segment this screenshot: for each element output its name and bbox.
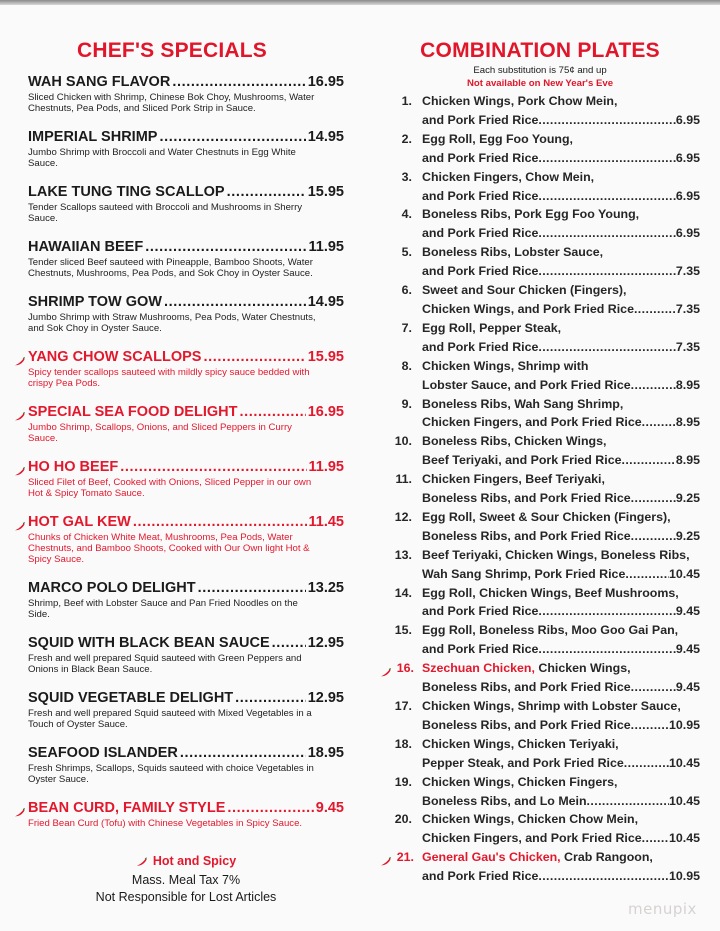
leader-dots: [120, 459, 306, 476]
combo-price: 9.25: [675, 528, 700, 543]
special-item: [28, 129, 344, 169]
leader-dots: [538, 111, 676, 130]
combo-price: 9.25: [675, 491, 700, 506]
leader-dots: [145, 239, 306, 256]
combo-price: 6.95: [675, 226, 700, 241]
combo-item: [380, 395, 700, 433]
combo-text-2: Boneless Ribs, and Pork Fried Rice: [422, 717, 631, 732]
special-item: [28, 690, 344, 730]
special-header: [28, 745, 344, 762]
combo-text-2: and Pork Fried Rice: [422, 642, 539, 657]
special-description: Jumbo Shrimp with Broccoli and Water Chestnuts in Egg White Sauce.: [28, 147, 296, 169]
special-header: [28, 459, 344, 476]
combo-item: [380, 508, 700, 546]
combo-text-2: and Pork Fried Rice: [422, 339, 539, 354]
combo-price: 9.45: [675, 604, 700, 619]
special-price: 16.95: [307, 404, 344, 420]
special-item: [28, 349, 344, 389]
combo-line-1: [380, 319, 700, 338]
combo-text-1: Chicken Wings, Chicken Teriyaki,: [422, 736, 619, 751]
special-item: [28, 184, 344, 224]
combo-item: [380, 243, 700, 281]
combo-line-2: [380, 111, 700, 130]
combo-line-2: [380, 187, 700, 206]
combo-number: 20.: [394, 812, 412, 827]
combo-price: 6.95: [675, 112, 700, 127]
leader-dots: [631, 678, 676, 697]
combo-line-1: [380, 205, 700, 224]
combo-item: [380, 432, 700, 470]
holiday-note: Not available on New Year's Eve: [466, 78, 614, 89]
combo-item: [380, 659, 700, 697]
combo-text-2: Chicken Fingers, and Pork Fried Rice: [422, 831, 642, 846]
special-item: [28, 294, 344, 334]
combo-line-2: [380, 829, 700, 848]
leader-dots: [642, 829, 669, 848]
combo-text-2: Wah Sang Shrimp, Pork Fried Rice: [422, 566, 626, 581]
special-name: BEAN CURD, FAMILY STYLE: [28, 800, 226, 816]
special-price: 13.25: [307, 580, 344, 596]
combo-number: 2.: [401, 131, 412, 146]
combo-price: 6.95: [675, 188, 700, 203]
special-price: 11.95: [308, 239, 344, 255]
combo-price: 10.45: [668, 566, 700, 581]
special-price: 11.45: [308, 514, 344, 530]
combo-text-1: Chicken Fingers, Chow Mein,: [422, 169, 595, 184]
combo-item: [380, 584, 700, 622]
combo-text-1: Boneless Ribs, Wah Sang Shrimp,: [422, 396, 624, 411]
special-price: 9.45: [315, 800, 344, 816]
special-description: Sliced Chicken with Shrimp, Chinese Bok Choy, Mushrooms, Water Chestnuts, Pea Pods, and Sliced Pork Strip in Sauce.: [28, 92, 315, 114]
combo-number: 10.: [394, 434, 412, 449]
combo-price: 10.45: [668, 793, 700, 808]
combo-line-2: [380, 754, 700, 773]
combo-text-1: Chicken Fingers, Beef Teriyaki,: [422, 472, 605, 487]
combo-line-2: [380, 867, 700, 886]
chili-pepper-icon: [14, 353, 25, 363]
combo-line-2: [380, 224, 700, 243]
special-header: [28, 635, 344, 652]
combo-price: 8.95: [675, 415, 700, 430]
combo-number: 11.: [395, 472, 412, 487]
combo-item: [380, 205, 700, 243]
special-description: Jumbo Shrimp with Straw Mushrooms, Pea Pods, Water Chestnuts, and Sok Choy in Oyster Sauce.: [28, 312, 316, 334]
leader-dots: [624, 754, 669, 773]
combo-text-2: and Pork Fried Rice: [422, 869, 539, 884]
special-name: YANG CHOW SCALLOPS: [28, 349, 202, 365]
combo-line-2: [380, 376, 700, 395]
leader-dots: [164, 294, 306, 311]
special-description: Shrimp, Beef with Lobster Sauce and Pan Fried Noodles on the Side.: [28, 598, 298, 620]
combo-text-1: Boneless Ribs, Chicken Wings,: [422, 434, 607, 449]
special-item: [28, 800, 344, 829]
special-description: Tender sliced Beef sauteed with Pineapple, Bamboo Shoots, Water Chestnuts, Mushrooms, Pea Pods, and Sok Choy in Oyster Sauce.: [28, 257, 313, 279]
combo-number: 6.: [401, 283, 412, 298]
combo-item: [380, 130, 700, 168]
special-item: [28, 514, 344, 565]
leader-dots: [538, 602, 676, 621]
combo-item: [380, 281, 700, 319]
special-header: [28, 74, 344, 91]
special-header: [28, 184, 344, 201]
top-edge-line: [0, 0, 720, 5]
special-name: SQUID WITH BLACK BEAN SAUCE: [28, 635, 270, 651]
combo-item: [380, 735, 700, 773]
special-name: SEAFOOD ISLANDER: [28, 745, 178, 761]
combo-line-1: [380, 735, 700, 754]
combo-number: 8.: [401, 358, 412, 373]
combo-line-1: [380, 697, 700, 716]
combo-text-2: Boneless Ribs, and Pork Fried Rice: [422, 680, 631, 695]
combo-number: 4.: [401, 207, 412, 222]
combo-line-1: [380, 546, 700, 565]
combo-text-1: Beef Teriyaki, Chicken Wings, Boneless Ribs,: [422, 547, 690, 562]
combo-line-1: [380, 848, 700, 867]
combo-text-1: Chicken Wings, Pork Chow Mein,: [422, 94, 618, 108]
special-description: Sliced Filet of Beef, Cooked with Onions, Sliced Pepper in our own Hot & Spicy Tomato Sauce.: [28, 477, 312, 499]
combo-text-1: Chicken Wings, Shrimp with: [422, 358, 589, 373]
combo-line-1: [380, 659, 700, 678]
combo-price: 8.95: [675, 453, 700, 468]
combo-item: [380, 697, 700, 735]
combo-line-2: [380, 792, 700, 811]
special-price: 14.95: [307, 294, 344, 310]
chili-pepper-icon: [14, 408, 25, 418]
leader-dots: [133, 514, 307, 531]
menu-legend: [28, 853, 344, 906]
leader-dots: [538, 867, 669, 886]
special-name: HO HO BEEF: [28, 459, 119, 475]
combo-text-1: Chicken Wings,: [534, 661, 631, 676]
special-description: Jumbo Shrimp, Scallops, Onions, and Sliced Peppers in Curry Sauce.: [28, 422, 292, 444]
special-description: Chunks of Chicken White Meat, Mushrooms, Pea Pods, Water Chestnuts, and Bamboo Shoots, Cooked with Our Own light Hot & Spicy Sauce.: [28, 532, 310, 565]
combo-text-2: and Pork Fried Rice: [422, 188, 539, 203]
combo-spicy-dish: General Gau's Chicken,: [422, 850, 561, 865]
combo-price: 10.45: [668, 755, 700, 770]
combo-text-1: Egg Roll, Egg Foo Young,: [422, 131, 573, 146]
combo-line-1: [380, 243, 700, 262]
combo-text-1: Egg Roll, Chicken Wings, Beef Mushrooms,: [422, 585, 679, 600]
combination-plates-section: [380, 38, 700, 886]
leader-dots: [239, 404, 305, 421]
chili-pepper-icon: [14, 463, 25, 473]
combo-text-2: Chicken Wings, and Pork Fried Rice: [422, 301, 634, 316]
combo-line-2: [380, 338, 700, 357]
leader-dots: [538, 187, 676, 206]
combo-line-2: [380, 716, 700, 735]
leader-dots: [180, 745, 306, 762]
combo-text-2: and Pork Fried Rice: [422, 226, 539, 241]
tax-note: Mass. Meal Tax 7%: [131, 872, 241, 887]
leader-dots: [538, 224, 676, 243]
special-name: SHRIMP TOW GOW: [28, 294, 162, 310]
combo-line-1: [380, 432, 700, 451]
leader-dots: [235, 690, 306, 707]
special-item: [28, 580, 344, 620]
combo-item: [380, 810, 700, 848]
special-header: [28, 580, 344, 597]
combo-line-2: [380, 565, 700, 584]
combo-number: 7.: [401, 320, 412, 335]
special-description: Spicy tender scallops sauteed with mildly spicy sauce bedded with crispy Pea Pods.: [28, 367, 310, 389]
chili-pepper-icon: [14, 804, 25, 814]
combo-number: 15.: [394, 623, 412, 638]
hot-spicy-label: Hot and Spicy: [152, 854, 237, 868]
combo-line-1: [380, 168, 700, 187]
combo-text-2: Beef Teriyaki, and Pork Fried Rice: [422, 453, 622, 468]
combo-price: 6.95: [675, 150, 700, 165]
chili-pepper-icon: [136, 857, 147, 867]
combo-price: 8.95: [675, 377, 700, 392]
combo-text-1: Boneless Ribs, Lobster Sauce,: [422, 245, 604, 260]
special-price: 12.95: [307, 635, 344, 651]
combo-list: [380, 92, 700, 886]
combo-number: 17.: [394, 699, 412, 713]
combo-item: [380, 773, 700, 811]
special-description: Fried Bean Curd (Tofu) with Chinese Vegetables in Spicy Sauce.: [28, 818, 303, 829]
combo-line-1: [380, 395, 700, 414]
combo-text-2: Lobster Sauce, and Pork Fried Rice: [422, 377, 631, 392]
leader-dots: [642, 413, 676, 432]
leader-dots: [538, 149, 676, 168]
combo-price: 10.45: [668, 831, 700, 846]
combo-text-2: and Pork Fried Rice: [422, 112, 539, 127]
combo-text-2: and Pork Fried Rice: [422, 150, 539, 165]
leader-dots: [631, 376, 676, 395]
special-name: MARCO POLO DELIGHT: [28, 580, 196, 596]
special-header: [28, 294, 344, 311]
combo-number: 21.: [396, 850, 414, 865]
substitution-note: Each substitution is 75¢ and up: [473, 65, 607, 76]
special-item: [28, 74, 344, 114]
combo-line-1: [380, 470, 700, 489]
leader-dots: [538, 640, 676, 659]
special-name: SQUID VEGETABLE DELIGHT: [28, 690, 234, 706]
chefs-specials-title: CHEF'S SPECIALS: [76, 39, 268, 62]
special-price: 18.95: [307, 745, 344, 761]
combo-text-2: and Pork Fried Rice: [422, 604, 539, 619]
combo-text-1: Crab Rangoon,: [560, 850, 653, 865]
combo-text-2: Pepper Steak, and Pork Fried Rice: [422, 755, 624, 770]
combo-text-1: Egg Roll, Sweet & Sour Chicken (Fingers),: [422, 509, 671, 524]
special-name: HAWAIIAN BEEF: [28, 239, 144, 255]
combo-number: 19.: [394, 774, 412, 789]
combo-spicy-dish: Szechuan Chicken,: [422, 661, 535, 676]
special-price: 15.95: [307, 349, 344, 365]
special-header: [28, 514, 344, 531]
special-item: [28, 404, 344, 444]
combo-line-1: [380, 357, 700, 376]
combo-item: [380, 357, 700, 395]
combo-text-1: Boneless Ribs, Pork Egg Foo Young,: [422, 207, 640, 222]
special-name: HOT GAL KEW: [28, 514, 131, 530]
combo-line-2: [380, 489, 700, 508]
special-header: [28, 690, 344, 707]
combo-number: 3.: [401, 169, 412, 184]
leader-dots: [621, 451, 675, 470]
combo-number: 16.: [396, 661, 414, 676]
combo-line-2: [380, 451, 700, 470]
combo-item: [380, 168, 700, 206]
combo-line-2: [380, 678, 700, 697]
special-item: [28, 635, 344, 675]
combo-line-1: [380, 621, 700, 640]
disclaimer: Not Responsible for Lost Articles: [95, 889, 277, 904]
chefs-specials-section: [28, 38, 344, 906]
combo-text-2: Boneless Ribs, and Lo Mein: [422, 793, 587, 808]
combo-line-2: [380, 262, 700, 281]
combo-item: [380, 92, 700, 130]
combo-item: [380, 546, 700, 584]
special-item: [28, 459, 344, 499]
leader-dots: [631, 489, 676, 508]
combo-text-1: Chicken Wings, Chicken Fingers,: [422, 774, 618, 789]
special-price: 14.95: [307, 129, 344, 145]
combination-plates-title: COMBINATION PLATES: [420, 39, 660, 62]
leader-dots: [538, 262, 676, 281]
combo-item: [380, 470, 700, 508]
combo-line-1: [380, 281, 700, 300]
combo-number: 18.: [394, 736, 412, 751]
combo-price: 10.95: [668, 869, 700, 884]
combo-price: 7.35: [675, 301, 700, 316]
combo-line-2: [380, 640, 700, 659]
leader-dots: [203, 349, 305, 366]
leader-dots: [198, 580, 306, 597]
combo-line-2: [380, 527, 700, 546]
combo-line-1: [380, 130, 700, 149]
special-header: [28, 239, 344, 256]
combo-line-1: [380, 508, 700, 527]
leader-dots: [159, 129, 305, 146]
combo-item: [380, 848, 700, 886]
leader-dots: [172, 74, 305, 91]
combo-line-1: [380, 773, 700, 792]
leader-dots: [631, 716, 669, 735]
combo-price: 10.95: [668, 717, 700, 732]
combo-number: 14.: [394, 585, 412, 600]
combo-number: 1.: [401, 94, 412, 108]
special-price: 11.95: [308, 459, 344, 475]
combo-number: 13.: [394, 547, 412, 562]
special-name: SPECIAL SEA FOOD DELIGHT: [28, 404, 238, 420]
special-description: Fresh and well prepared Squid sauteed with Mixed Vegetables in a Touch of Oyster Sauce.: [28, 708, 312, 730]
combo-text-1: Egg Roll, Boneless Ribs, Moo Goo Gai Pan,: [422, 623, 679, 638]
special-header: [28, 404, 344, 421]
leader-dots: [631, 527, 676, 546]
combo-number: 5.: [401, 245, 412, 260]
combo-text-2: Boneless Ribs, and Pork Fried Rice: [422, 491, 631, 506]
combo-text-1: Sweet and Sour Chicken (Fingers),: [422, 283, 627, 298]
combo-line-1: [380, 810, 700, 829]
leader-dots: [634, 300, 676, 319]
leader-dots: [272, 635, 306, 652]
combo-item: [380, 319, 700, 357]
special-price: 16.95: [307, 74, 344, 90]
combo-price: 9.45: [675, 680, 700, 695]
leader-dots: [587, 792, 669, 811]
combo-text-2: and Pork Fried Rice: [422, 264, 539, 279]
combo-text-1: Egg Roll, Pepper Steak,: [422, 320, 562, 335]
combo-line-2: [380, 602, 700, 621]
combo-text-2: Boneless Ribs, and Pork Fried Rice: [422, 528, 631, 543]
combo-line-2: [380, 149, 700, 168]
watermark-logo: menupix: [628, 900, 697, 918]
chili-pepper-icon: [14, 518, 25, 528]
leader-dots: [227, 800, 313, 817]
special-name: IMPERIAL SHRIMP: [28, 129, 158, 145]
combo-price: 9.45: [675, 642, 700, 657]
combo-number: 12.: [394, 509, 412, 524]
combo-item: [380, 621, 700, 659]
special-name: WAH SANG FLAVOR: [28, 74, 171, 90]
special-price: 15.95: [307, 184, 344, 200]
combo-text-2: Chicken Fingers, and Pork Fried Rice: [422, 415, 642, 430]
special-description: Fresh Shrimps, Scallops, Squids sauteed with choice Vegetables in Oyster Sauce.: [28, 763, 314, 785]
leader-dots: [227, 184, 306, 201]
combo-line-2: [380, 300, 700, 319]
specials-list: [28, 74, 344, 829]
special-header: [28, 129, 344, 146]
combo-line-1: [380, 92, 700, 111]
special-item: [28, 745, 344, 785]
special-header: [28, 349, 344, 366]
special-description: Tender Scallops sauteed with Broccoli and Mushrooms in Sherry Sauce.: [28, 202, 303, 224]
special-name: LAKE TUNG TING SCALLOP: [28, 184, 225, 200]
special-item: [28, 239, 344, 279]
combo-line-1: [380, 584, 700, 603]
combo-text-1: Chicken Wings, Chicken Chow Mein,: [422, 812, 639, 827]
combo-price: 7.35: [675, 264, 700, 279]
special-header: [28, 800, 344, 817]
combo-line-2: [380, 413, 700, 432]
hot-spicy-legend: [136, 853, 236, 870]
leader-dots: [625, 565, 669, 584]
special-price: 12.95: [307, 690, 344, 706]
combo-number: 9.: [401, 396, 412, 411]
special-description: Fresh and well prepared Squid sauteed with Green Peppers and Onions in Black Bean Sauce.: [28, 653, 302, 675]
combo-price: 7.35: [675, 339, 700, 354]
combo-text-1: Chicken Wings, Shrimp with Lobster Sauce,: [422, 699, 681, 713]
leader-dots: [538, 338, 676, 357]
